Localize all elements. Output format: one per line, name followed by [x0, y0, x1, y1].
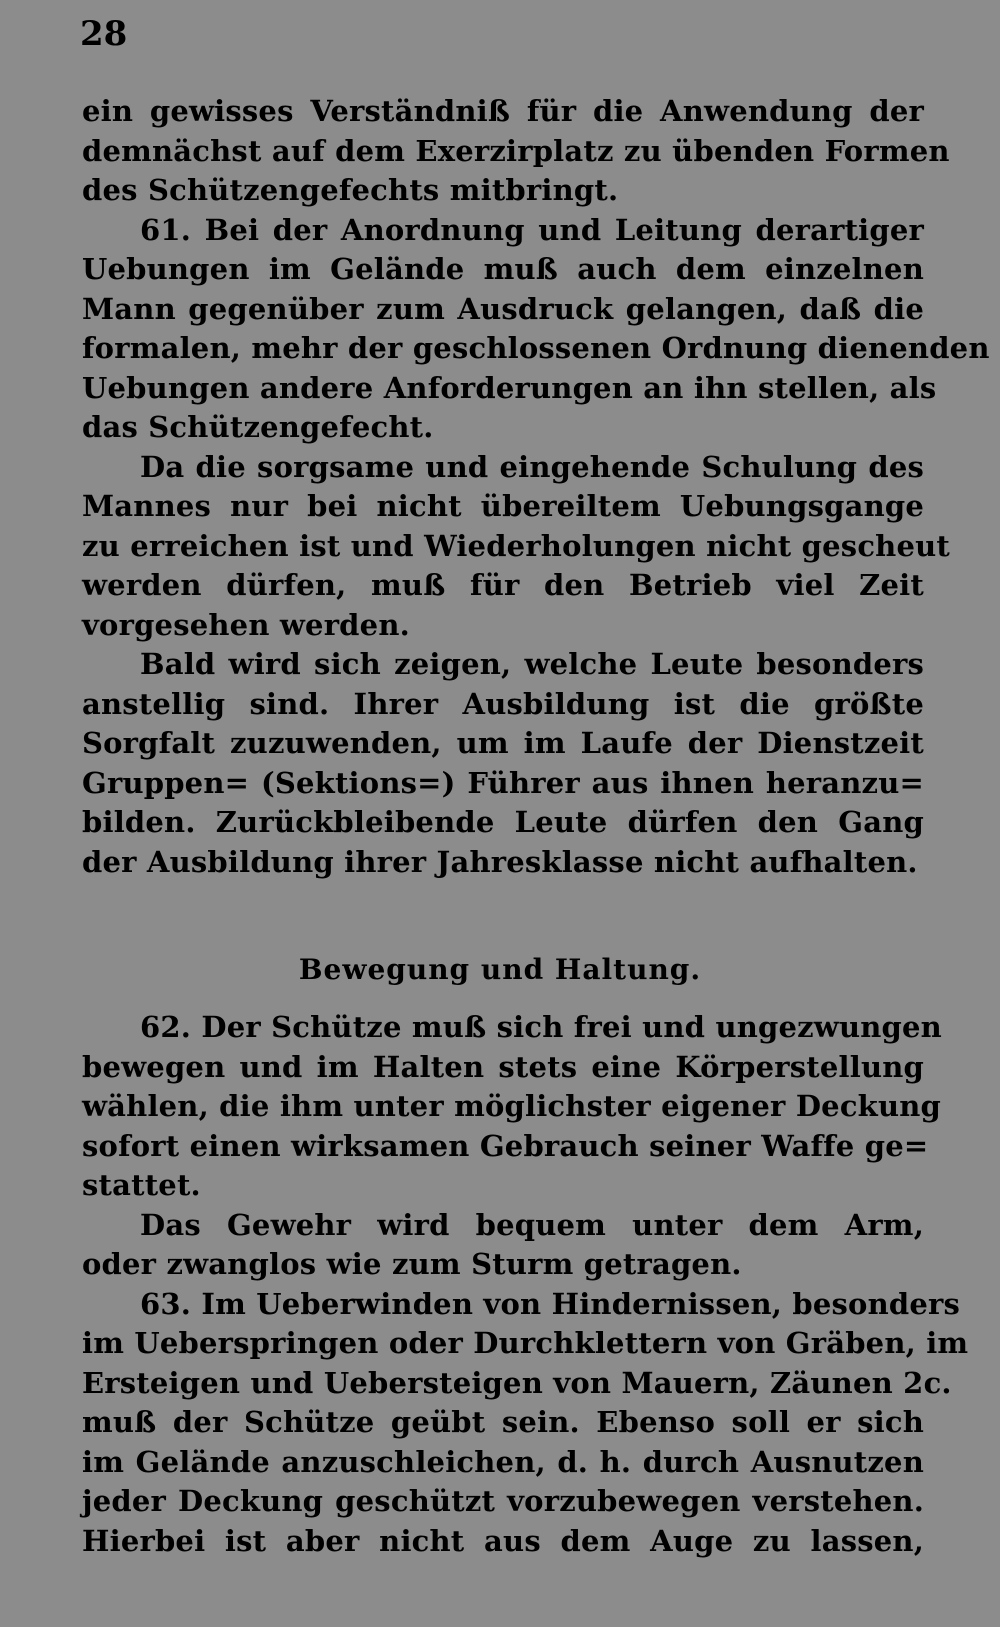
text-line: Ersteigen und Uebersteigen von Mauern, Zäunen 2c. — [82, 1365, 952, 1400]
text-line: Sorgfalt zuzuwenden, um im Laufe der Dienstzeit — [82, 726, 924, 760]
text-line: Hierbei ist aber nicht aus dem Auge zu lassen, — [82, 1523, 924, 1558]
text-line: muß der Schütze geübt sein. Ebenso soll er sich — [82, 1405, 924, 1439]
text-line: zu erreichen ist und Wiederholungen nicht gescheut — [82, 528, 950, 563]
text-line: Mann gegenüber zum Ausdruck gelangen, daß die — [82, 291, 924, 326]
text-line: formalen, mehr der geschlossenen Ordnung dienenden — [82, 331, 990, 365]
text-line: Mannes nur bei nicht übereiltem Uebungsgange — [82, 489, 924, 523]
text-line: jeder Deckung geschützt vorzubewegen verstehen. — [82, 1484, 924, 1518]
section-heading: Bewegung und Haltung. — [298, 953, 702, 986]
text-line: Da die sorgsame und eingehende Schulung des — [140, 449, 924, 484]
text-line: das Schützengefecht. — [82, 410, 434, 444]
text-line: im Gelände anzuschleichen, d. h. durch Ausnutzen — [82, 1444, 924, 1479]
text-line: Uebungen im Gelände muß auch dem einzelnen — [82, 252, 924, 286]
page-number: 28 — [80, 14, 128, 54]
text-line: vorgesehen werden. — [82, 607, 410, 642]
text-block-upper — [82, 92, 990, 882]
text-line: wählen, die ihm unter möglichster eigener Deckung — [82, 1089, 942, 1123]
text-line: 62. Der Schütze muß sich frei und ungezwungen — [140, 1010, 942, 1044]
text-line: 61. Bei der Anordnung und Leitung derartiger — [140, 212, 924, 247]
text-block-lower — [82, 1008, 969, 1561]
text-line: Gruppen= (Sektions=) Führer aus ihnen heranzu= — [82, 765, 924, 800]
text-line: 63. Im Ueberwinden von Hindernissen, besonders — [140, 1286, 960, 1321]
text-line: anstellig sind. Ihrer Ausbildung ist die größte — [82, 686, 924, 721]
text-line: oder zwanglos wie zum Sturm getragen. — [82, 1247, 742, 1281]
text-line: im Ueberspringen oder Durchklettern von Gräben, im — [82, 1326, 969, 1360]
text-line: demnächst auf dem Exerzirplatz zu übenden Formen — [82, 133, 950, 168]
text-line: der Ausbildung ihrer Jahresklasse nicht aufhalten. — [82, 844, 918, 879]
text-line: ein gewisses Verständniß für die Anwendung der — [82, 94, 924, 128]
text-line: sofort einen wirksamen Gebrauch seiner Waffe ge= — [82, 1128, 929, 1163]
text-line: stattet. — [82, 1168, 201, 1202]
text-line: Das Gewehr wird bequem unter dem Arm, — [140, 1207, 924, 1242]
text-line: des Schützengefechts mitbringt. — [82, 173, 619, 207]
text-line: bilden. Zurückbleibende Leute dürfen den Gang — [82, 805, 924, 839]
text-line: werden dürfen, muß für den Betrieb viel Zeit — [82, 568, 924, 602]
text-line: Bald wird sich zeigen, welche Leute besonders — [140, 647, 924, 681]
text-line: Uebungen andere Anforderungen an ihn stellen, als — [82, 370, 937, 405]
text-line: bewegen und im Halten stets eine Körperstellung — [82, 1049, 924, 1084]
